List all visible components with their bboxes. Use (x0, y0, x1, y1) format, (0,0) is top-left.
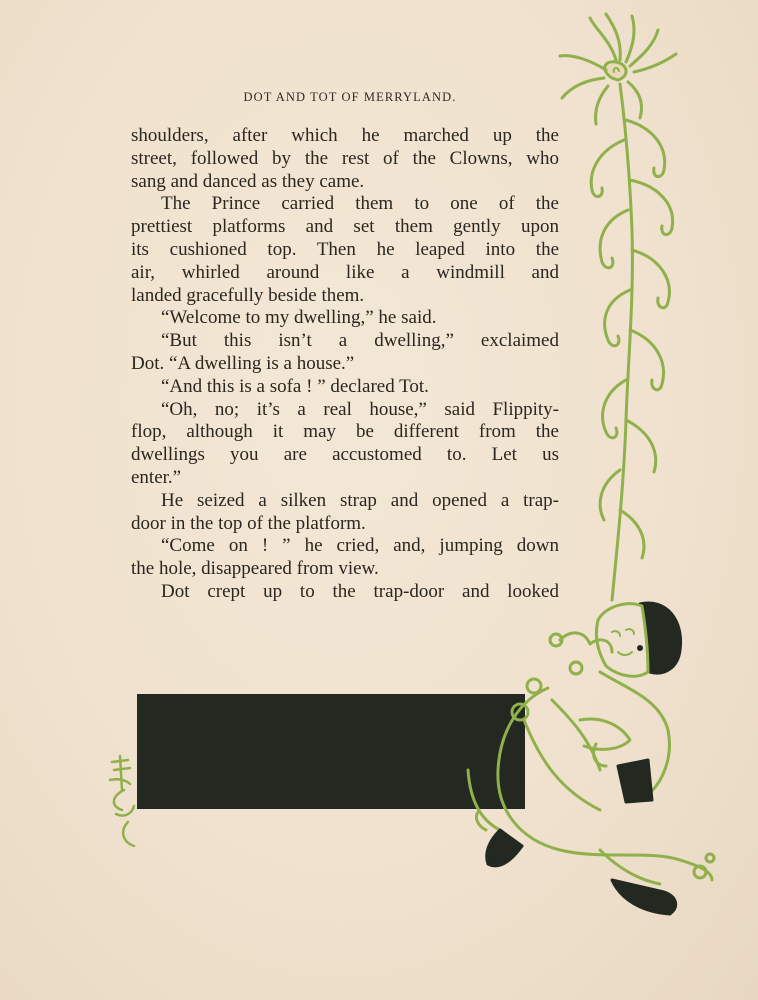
text-line: “Welcome to my dwelling,” he said. (161, 307, 437, 329)
text-line: prettiest platforms and set them gently upon (131, 216, 559, 238)
text-line: Dot. “A dwelling is a house.” (131, 352, 355, 374)
running-head: DOT AND TOT OF MERRYLAND. (243, 90, 457, 104)
text-line: door in the top of the platform. (131, 512, 366, 534)
text-line: “Come on ! ” he cried, and, jumping down (161, 535, 559, 557)
clown-figure-icon (468, 603, 714, 914)
text-line: The Prince carried them to one of the (161, 193, 559, 215)
text-line: street, followed by the rest of the Clowns, who (131, 147, 559, 169)
text-line: its cushioned top. Then he leaped into the (131, 238, 559, 260)
text-line: He seized a silken strap and opened a trap- (161, 489, 559, 511)
text-line: “Oh, no; it’s a real house,” said Flippity- (161, 398, 559, 420)
text-line: dwellings you are accustomed to. Let us (131, 444, 559, 466)
artist-monogram-icon (110, 756, 134, 846)
text-line: landed gracefully beside them. (131, 284, 365, 306)
text-line: the hole, disappeared from view. (131, 558, 379, 580)
text-line: Dot crept up to the trap-door and looked (161, 580, 559, 602)
text-line: “And this is a sofa ! ” declared Tot. (161, 375, 429, 397)
text-line: enter.” (131, 466, 182, 488)
text-line: “But this isn’t a dwelling,” exclaimed (161, 330, 559, 352)
text-line: air, whirled around like a windmill and (131, 261, 559, 283)
text-line: flop, although it may be different from the (131, 421, 559, 443)
text-line: shoulders, after which he marched up the (131, 125, 559, 146)
text-line: sang and danced as they came. (131, 170, 365, 192)
